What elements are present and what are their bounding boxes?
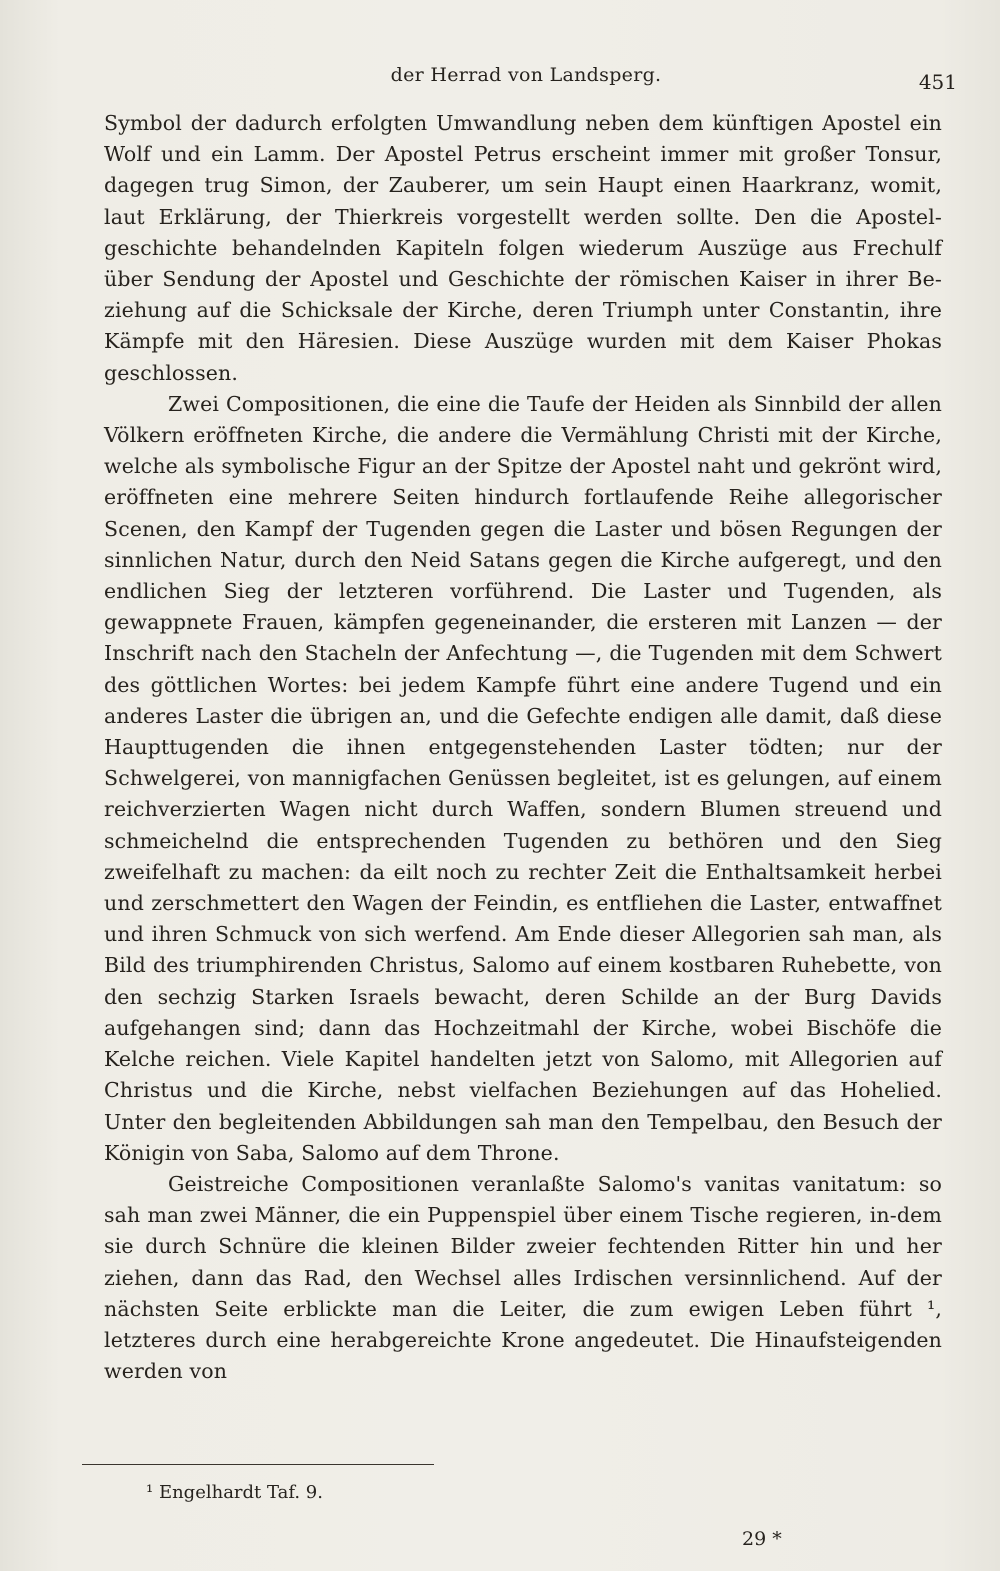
running-title: der Herrad von Landsperg.: [390, 64, 662, 86]
footnote: ¹ Engelhardt Taf. 9.: [146, 1482, 323, 1503]
signature-mark: 29 *: [742, 1528, 782, 1550]
paragraph-1: Symbol der dadurch erfolgten Umwandlung neben dem künftigen Apostel ein Wolf und ein Lamm. Der Apostel Petrus erscheint immer mit großer Tonsur, dagegen trug Simon, der Zauberer, um sein Haupt einen Haarkranz, womit, laut Erklärung, der Thierkreis vorgestellt werden sollte. Den die Apostel-geschichte behandelnden Kapiteln folgen wiederum Auszüge aus Frechulf über Sendung der Apostel und Geschichte der römischen Kaiser in ihrer Be-ziehung auf die Schicksale der Kirche, deren Triumph unter Constantin, ihre Kämpfe mit den Häresien. Diese Auszüge wurden mit dem Kaiser Phokas geschlossen.: [104, 111, 942, 385]
paragraph-3: Geistreiche Compositionen veranlaßte Salomo's vanitas vanitatum: so sah man zwei Männer, die ein Puppenspiel über einem Tische regieren, in-dem sie durch Schnüre die kleinen Bilder zweier fechtenden Ritter hin und her ziehen, dann das Rad, den Wechsel alles Irdischen versinnlichend. Auf der nächsten Seite erblickte man die Leiter, die zum ewigen Leben führt ¹, letzteres durch eine herabgereichte Krone angedeutet. Die Hinaufsteigenden werden von: [104, 1171, 942, 1384]
paragraph-2: Zwei Compositionen, die eine die Taufe der Heiden als Sinnbild der allen Völkern eröffneten Kirche, die andere die Vermählung Christi mit der Kirche, welche als symbolische Figur an der Spitze der Apostel naht und gekrönt wird, eröffneten eine mehrere Seiten hindurch fortlaufende Reihe allegorischer Scenen, den Kampf der Tugenden gegen die Laster und bösen Regungen der sinnlichen Natur, durch den Neid Satans gegen die Kirche aufgeregt, und den endlichen Sieg der letzteren vorführend. Die Laster und Tugenden, als gewappnete Frauen, kämpfen gegeneinander, die ersteren mit Lanzen — der Inschrift nach den Stacheln der Anfechtung —, die Tugenden mit dem Schwert des göttlichen Wortes: bei jedem Kampfe führt eine andere Tugend und ein anderes Laster die übrigen an, und die Gefechte endigen alle damit, daß diese Haupttugenden die ihnen entgegenstehenden Laster tödten; nur der Schwelgerei, von mannigfachen Genüssen begleitet, ist es gelungen, auf einem reichverzierten Wagen nicht durch Waffen, sondern Blumen streuend und schmeichelnd die entsprechenden Tugenden zu bethören und den Sieg zweifelhaft zu machen: da eilt noch zu rechter Zeit die Enthaltsamkeit herbei und zerschmettert den Wagen der Feindin, es entfliehen die Laster, entwaffnet und ihren Schmuck von sich werfend. Am Ende dieser Allegorien sah man, als Bild des triumphirenden Christus, Salomo auf einem kostbaren Ruhebette, von den sechzig Starken Israels bewacht, deren Schilde an der Burg Davids aufgehangen sind; dann das Hochzeitmahl der Kirche, wobei Bischöfe die Kelche reichen. Viele Kapitel handelten jetzt von Salomo, mit Allegorien auf Christus und die Kirche, nebst vielfachen Beziehungen auf das Hohelied. Unter den begleitenden Abbildungen sah man den Tempelbau, den Besuch der Königin von Saba, Salomo auf dem Throne.: [104, 391, 942, 1165]
running-head: [95, 58, 957, 92]
body-text: [104, 108, 942, 1387]
page-number: 451: [918, 70, 957, 94]
footnote-rule: [82, 1464, 434, 1465]
